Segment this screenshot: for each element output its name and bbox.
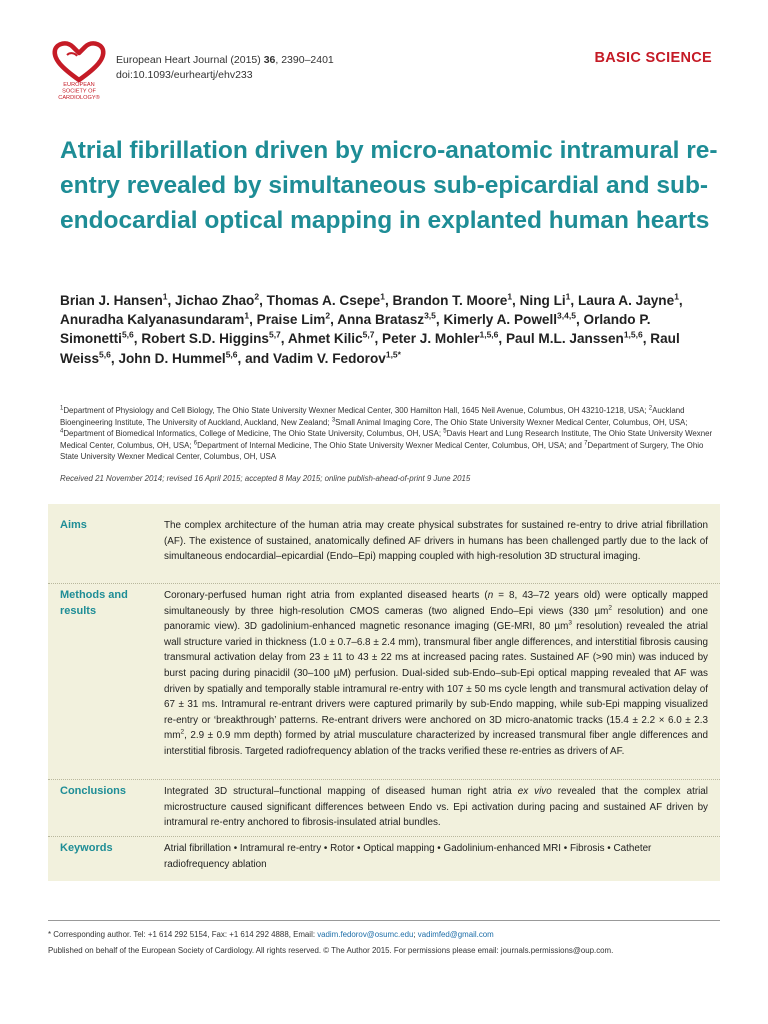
author-separator: , bbox=[678, 293, 683, 308]
aims-label: Aims bbox=[60, 519, 87, 531]
author-name: Thomas A. Csepe bbox=[266, 293, 381, 308]
author-affiliation-mark: 1,5,6 bbox=[623, 329, 643, 340]
author-affiliation-mark: 5,7 bbox=[362, 329, 375, 340]
methods-label: Methods and results bbox=[60, 589, 128, 617]
keyword-separator: • bbox=[560, 843, 570, 854]
author-affiliation-mark: 1 bbox=[162, 291, 168, 302]
text-segment: resolution) and one panoramic view). 3D gadolinium-enhanced magnetic resonance imaging (GE-MRI, 80 µm bbox=[164, 605, 708, 633]
keyword-separator: • bbox=[434, 843, 444, 854]
publisher-note: Published on behalf of the European Society of Cardiology. All rights reserved. © The Author 2015. For permissions please email: journals.permissions@oup.com. bbox=[48, 946, 614, 955]
author-name: Ahmet Kilic bbox=[287, 331, 363, 347]
author-separator: , bbox=[384, 293, 393, 308]
keyword: Atrial fibrillation bbox=[164, 843, 231, 854]
author-separator: , bbox=[435, 312, 444, 328]
keyword: Rotor bbox=[330, 843, 355, 854]
author-separator: , bbox=[570, 293, 578, 308]
conclusions-label: Conclusions bbox=[60, 785, 127, 797]
text-segment: = 8, 43–72 years old) were optically mapped simultaneously by three high-resolution CMOS cameras (two aligned Endo–Epi views (330 µm bbox=[164, 590, 708, 617]
abstract-divider bbox=[48, 583, 720, 584]
author-affiliation-mark: 5,6 bbox=[121, 329, 134, 340]
journal-volume: 36 bbox=[263, 54, 276, 66]
text-segment: n bbox=[487, 590, 494, 601]
author-affiliation-mark: 1 bbox=[507, 291, 513, 302]
text-segment: ex vivo bbox=[517, 786, 552, 797]
affiliation-text: Department of Surgery, The Ohio State University Wexner Medical Center, Columbus, OH, USA bbox=[60, 440, 704, 462]
author-name: Orlando P. Simonetti bbox=[60, 312, 651, 347]
author-affiliation-mark: 1 bbox=[565, 291, 571, 302]
corresponding-text: * Corresponding author. Tel: +1 614 292 5154, Fax: +1 614 292 4888, Email: bbox=[48, 930, 318, 939]
text-segment: revealed that the complex atrial microstructure caused significant differences between Endo vs. Epi activation during pacing and sustained AF driven by intramural re-entry anchored to fibrosis-insulated atrial bundles. bbox=[164, 786, 708, 829]
author-affiliation-mark: 3,4,5 bbox=[557, 310, 576, 321]
affiliation-number: 7 bbox=[584, 440, 588, 447]
author-separator: , bbox=[167, 293, 176, 308]
author-name: Robert S.D. Higgins bbox=[141, 331, 269, 347]
author-affiliation-mark: 1 bbox=[380, 291, 385, 302]
author-affiliation-mark: 5,7 bbox=[268, 329, 281, 340]
author-separator: , bbox=[374, 331, 383, 347]
author-name: Kimerly A. Powell bbox=[443, 312, 558, 328]
text-segment: 2 bbox=[608, 604, 612, 612]
abstract-divider bbox=[48, 836, 720, 837]
author-affiliation-mark: 1 bbox=[244, 310, 250, 321]
author-name: Anna Bratasz bbox=[337, 312, 425, 328]
received-dates: Received 21 November 2014; revised 16 April 2015; accepted 8 May 2015; online publish-ahead-of-print 9 June 2015 bbox=[60, 474, 471, 483]
author-name: Anuradha Kalyanasundaram bbox=[60, 312, 245, 328]
aims-text: The complex architecture of the human atria may create physical substrates for sustained re-entry to drive atrial fibrillation (AF). The existence of sustained, anatomically defined AF drivers in humans has been challenged partly due to the lack of simultaneous endocardial–epicardial (Endo–Epi) mapping coupled with high-resolution 3D structural imaging. bbox=[164, 520, 708, 563]
affiliations bbox=[60, 405, 715, 463]
article-title: Atrial fibrillation driven by micro-anatomic intramural re-entry revealed by simultaneous sub-epicardial and sub-endocardial optical mapping in explanted human hearts bbox=[60, 137, 718, 234]
text-segment: , 2.9 ± 0.9 mm depth) formed by atrial musculature characterized by increased transmural fiber angle differences and interstitial fibrosis. Targeted radiofrequency ablation of the tracks verified these re-entries as drivers of AF. bbox=[164, 730, 708, 757]
affiliation-number: 1 bbox=[60, 405, 64, 412]
keyword: Fibrosis bbox=[569, 843, 605, 854]
author-separator: , bbox=[133, 331, 142, 347]
section-label: BASIC SCIENCE bbox=[594, 50, 712, 66]
text-segment: Integrated 3D structural–functional mapping of diseased human right atria bbox=[164, 786, 518, 797]
conclusions-text bbox=[164, 784, 708, 831]
author-name: Brandon T. Moore bbox=[392, 293, 508, 308]
author-affiliation-mark: 1 bbox=[674, 291, 679, 302]
author-separator: , bbox=[512, 293, 520, 308]
affiliation-number: 3 bbox=[331, 416, 336, 423]
author-separator: , and bbox=[237, 350, 274, 366]
affiliation-text: Davis Heart and Lung Research Institute, The Ohio State University Wexner Medical Center, Columbus, OH, USA; bbox=[60, 429, 713, 450]
journal-pages: , 2390–2401 bbox=[275, 54, 334, 66]
keywords-label: Keywords bbox=[60, 842, 113, 854]
text-segment: 3 bbox=[568, 619, 572, 627]
text-segment: 2 bbox=[180, 729, 185, 737]
author-name: Jichao Zhao bbox=[175, 293, 255, 308]
author-separator: , bbox=[259, 293, 267, 308]
logo-text-line1: EUROPEAN bbox=[63, 82, 95, 88]
author-name: Vadim V. Fedorov bbox=[273, 350, 386, 366]
affiliation-number: 2 bbox=[648, 405, 653, 412]
footnote-rule bbox=[48, 920, 720, 921]
text-segment: resolution) revealed the atrial wall structure varied in thickness (1.0 ± 0.7–6.8 ± 2.4 mm), transmural fiber angle differences, and interstitial fibrosis causing transmural activation delay from 23 ± 11 to 43 ± 22 ms at increased pacing rates. Sustained AF (>90 min) was induced by burst pacing during pinacidil (30–100 µM) perfusion. Dual-sided sub-Endo–sub-Epi optical mapping revealed that AF was driven by spatially and temporally stable intramural re-entry with 107 ± 50 ms cycle length and transmural activation delay of 67 ± 31 ms. Intramural re-entrant drivers were captured primarily by sub-Endo mapping, while sub-Epi mapping visualized re-entry or ‘breakthrough’ patterns. Re-entrant drivers were anchored on 3D micro-anatomic tracks (15.4 ± 2.2 × 6.0 ± 2.3 mm bbox=[164, 621, 708, 742]
affiliation-text: Auckland Bioengineering Institute, The University of Auckland, Auckland, New Zealand; bbox=[60, 406, 685, 427]
keyword-separator: • bbox=[604, 843, 614, 854]
keyword: Optical mapping bbox=[363, 843, 435, 854]
author-name: John D. Hummel bbox=[118, 350, 226, 366]
author-separator: , bbox=[498, 331, 506, 347]
affiliation-number: 4 bbox=[60, 428, 64, 435]
journal-name: European Heart Journal (2015) bbox=[116, 54, 261, 66]
affiliation-number: 6 bbox=[193, 440, 198, 447]
author-name: Paul M.L. Janssen bbox=[505, 331, 624, 347]
keywords-text bbox=[164, 841, 708, 872]
author-separator: , bbox=[330, 312, 338, 328]
author-separator: , bbox=[110, 350, 119, 366]
author-name: Raul Weiss bbox=[60, 331, 680, 366]
structured-abstract bbox=[48, 504, 720, 881]
author-affiliation-mark: 5,6 bbox=[225, 349, 238, 360]
keyword: Catheter radiofrequency ablation bbox=[164, 843, 652, 870]
email-link-1[interactable]: vadim.fedorov@osumc.edu bbox=[317, 930, 414, 939]
author-affiliation-mark: 2 bbox=[325, 310, 331, 321]
author-name: Brian J. Hansen bbox=[60, 293, 163, 308]
author-name: Peter J. Mohler bbox=[382, 331, 480, 347]
affiliation-text: Small Animal Imaging Core, The Ohio State University Wexner Medical Center, Columbus, OH, USA; bbox=[335, 417, 688, 427]
journal-citation bbox=[116, 53, 334, 83]
corresponding-author bbox=[48, 929, 728, 940]
author-affiliation-mark: 2 bbox=[254, 291, 260, 302]
author-list bbox=[60, 291, 725, 368]
methods-text bbox=[164, 588, 708, 760]
author-name: Praise Lim bbox=[256, 312, 326, 328]
journal-doi[interactable]: doi:10.1093/eurheartj/ehv233 bbox=[116, 69, 253, 81]
keyword-separator: • bbox=[230, 843, 240, 854]
keyword: Gadolinium-enhanced MRI bbox=[443, 843, 561, 854]
author-separator: , bbox=[642, 331, 651, 347]
keyword-separator: • bbox=[354, 843, 364, 854]
affiliation-text: Department of Biomedical Informatics, College of Medicine, The Ohio State University, Columbus, OH, USA; bbox=[63, 429, 444, 439]
email-separator: ; bbox=[413, 930, 418, 939]
author-separator: , bbox=[575, 312, 584, 328]
author-name: Ning Li bbox=[519, 293, 566, 308]
author-name: Laura A. Jayne bbox=[577, 293, 675, 308]
text-segment: Coronary-perfused human right atria from explanted diseased hearts ( bbox=[164, 590, 488, 601]
keyword-separator: • bbox=[321, 843, 331, 854]
keyword: Intramural re-entry bbox=[239, 843, 322, 854]
author-separator: , bbox=[249, 312, 257, 328]
affiliation-text: Department of Physiology and Cell Biology, The Ohio State University Wexner Medical Center, 300 Hamilton Hall, 1645 Neil Avenue, Columbus, OH 43210-1218, USA; bbox=[63, 406, 649, 415]
author-affiliation-mark: 1,5* bbox=[385, 349, 401, 360]
esc-logo bbox=[44, 36, 114, 102]
affiliation-text: Department of Internal Medicine, The Ohio State University Wexner Medical Center, Columbus, OH, USA; and bbox=[197, 440, 585, 450]
abstract-divider bbox=[48, 779, 720, 780]
author-affiliation-mark: 5,6 bbox=[99, 349, 111, 360]
author-affiliation-mark: 3,5 bbox=[424, 310, 436, 321]
author-affiliation-mark: 1,5,6 bbox=[479, 329, 499, 340]
email-link-2[interactable]: vadimfed@gmail.com bbox=[417, 930, 494, 939]
logo-text-line3: CARDIOLOGY® bbox=[58, 95, 100, 101]
logo-text-line2: SOCIETY OF bbox=[62, 88, 96, 95]
affiliation-number: 5 bbox=[443, 428, 447, 435]
author-separator: , bbox=[280, 331, 288, 347]
